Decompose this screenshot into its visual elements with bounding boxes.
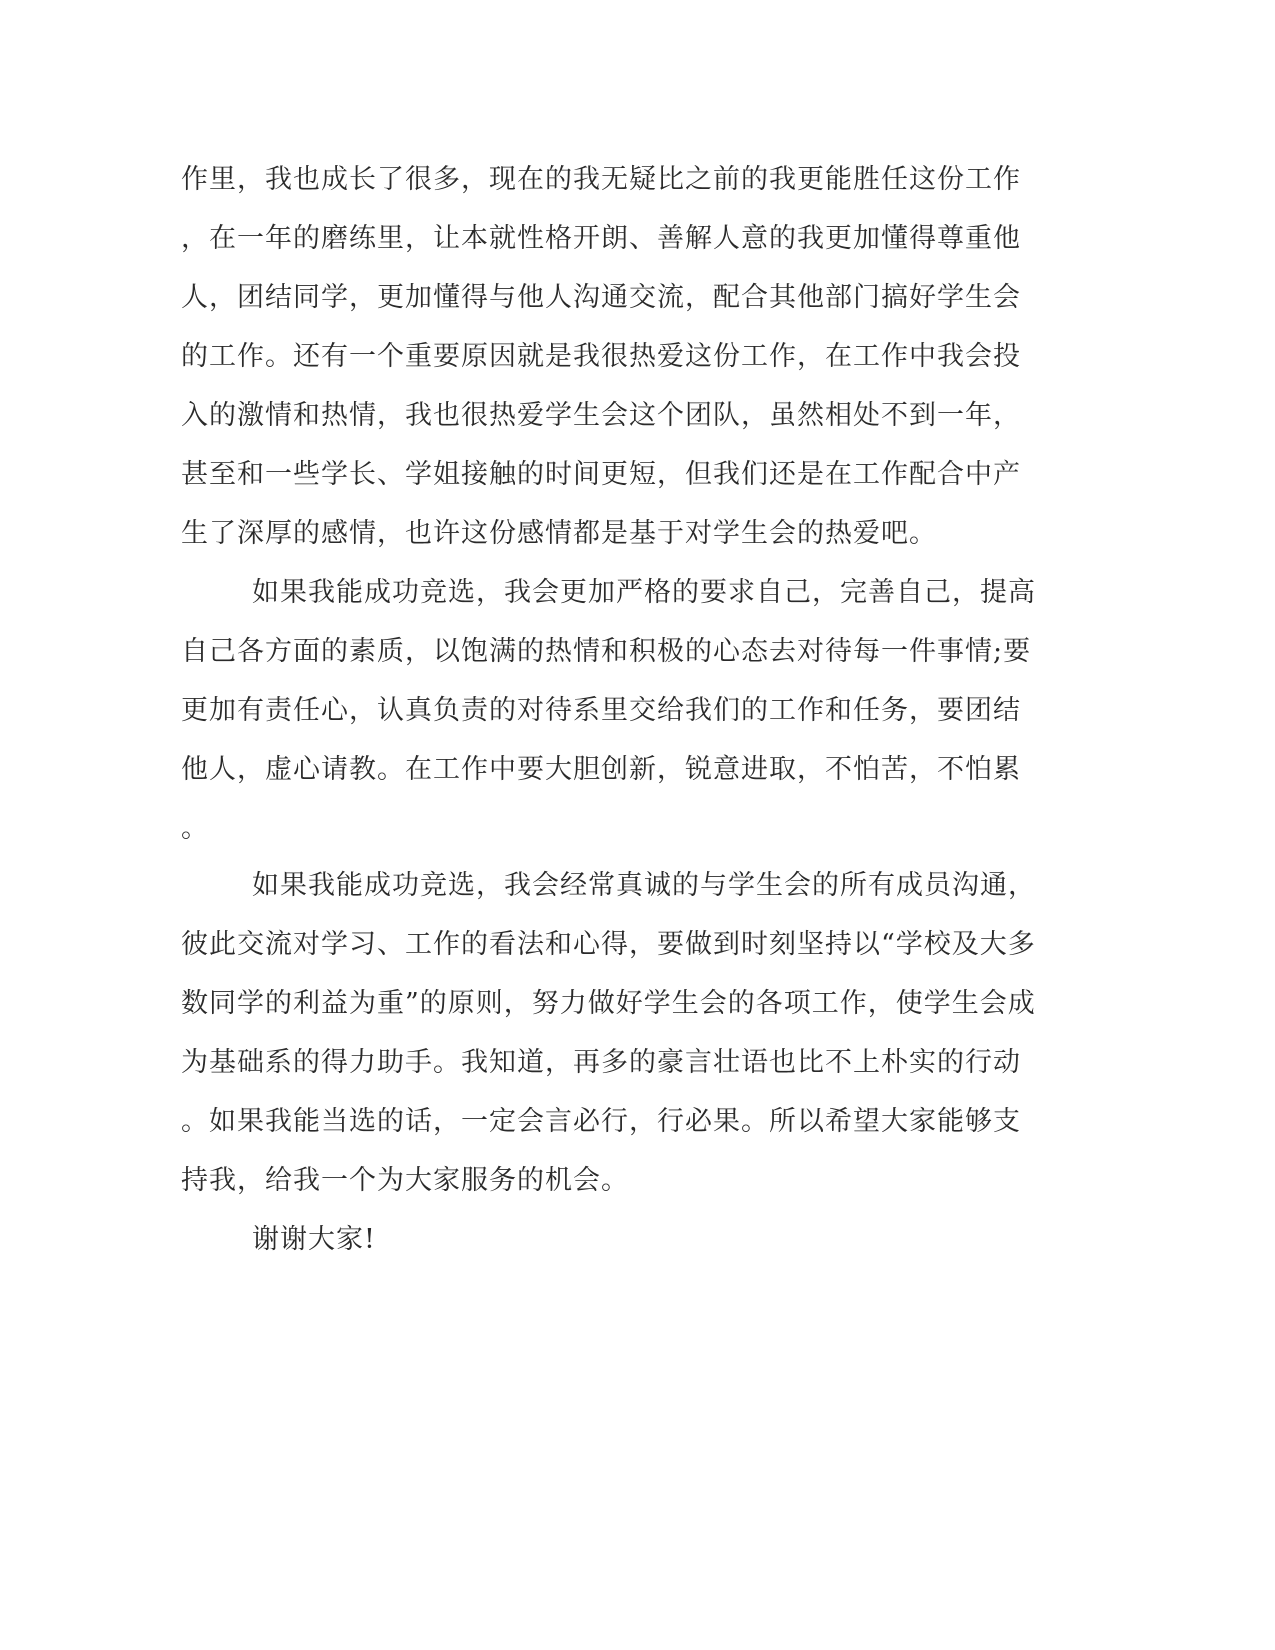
text-line-16: 为基础系的得力助手。我知道，再多的豪言壮语也比不上朴实的行动: [181, 1047, 1021, 1078]
text-line-2: ，在一年的磨练里，让本就性格开朗、善解人意的我更加懂得尊重他: [181, 223, 1021, 254]
text-line-18: 持我，给我一个为大家服务的机会。: [181, 1165, 629, 1196]
text-line-9: 自己各方面的素质，以饱满的热情和积极的心态去对待每一件事情;要: [181, 636, 1032, 667]
text-line-12: 。: [181, 813, 209, 844]
text-line-15: 数同学的利益为重”的原则，努力做好学生会的各项工作，使学生会成: [181, 988, 1036, 1019]
paragraph-start-line: 如果我能成功竞选，我会更加严格的要求自己，完善自己，提高: [252, 577, 1036, 608]
closing-line: 谢谢大家!: [252, 1224, 376, 1255]
text-line-7: 生了深厚的感情，也许这份感情都是基于对学生会的热爱吧。: [181, 518, 937, 549]
text-line-17: 。如果我能当选的话，一定会言必行，行必果。所以希望大家能够支: [181, 1106, 1021, 1137]
text-line-3: 人，团结同学，更加懂得与他人沟通交流，配合其他部门搞好学生会: [181, 282, 1021, 313]
paragraph-start-line: 如果我能成功竞选，我会经常真诚的与学生会的所有成员沟通，: [252, 870, 1036, 901]
text-line-10: 更加有责任心，认真负责的对待系里交给我们的工作和任务，要团结: [181, 695, 1021, 726]
text-line-14: 彼此交流对学习、工作的看法和心得，要做到时刻坚持以“学校及大多: [181, 929, 1036, 960]
text-line-11: 他人，虚心请教。在工作中要大胆创新，锐意进取，不怕苦，不怕累: [181, 754, 1021, 785]
text-line-5: 入的激情和热情，我也很热爱学生会这个团队，虽然相处不到一年，: [181, 400, 1021, 431]
text-line-1: 作里，我也成长了很多，现在的我无疑比之前的我更能胜任这份工作: [181, 164, 1021, 195]
text-line-4: 的工作。还有一个重要原因就是我很热爱这份工作，在工作中我会投: [181, 341, 1021, 372]
text-line-6: 甚至和一些学长、学姐接触的时间更短，但我们还是在工作配合中产: [181, 459, 1021, 490]
